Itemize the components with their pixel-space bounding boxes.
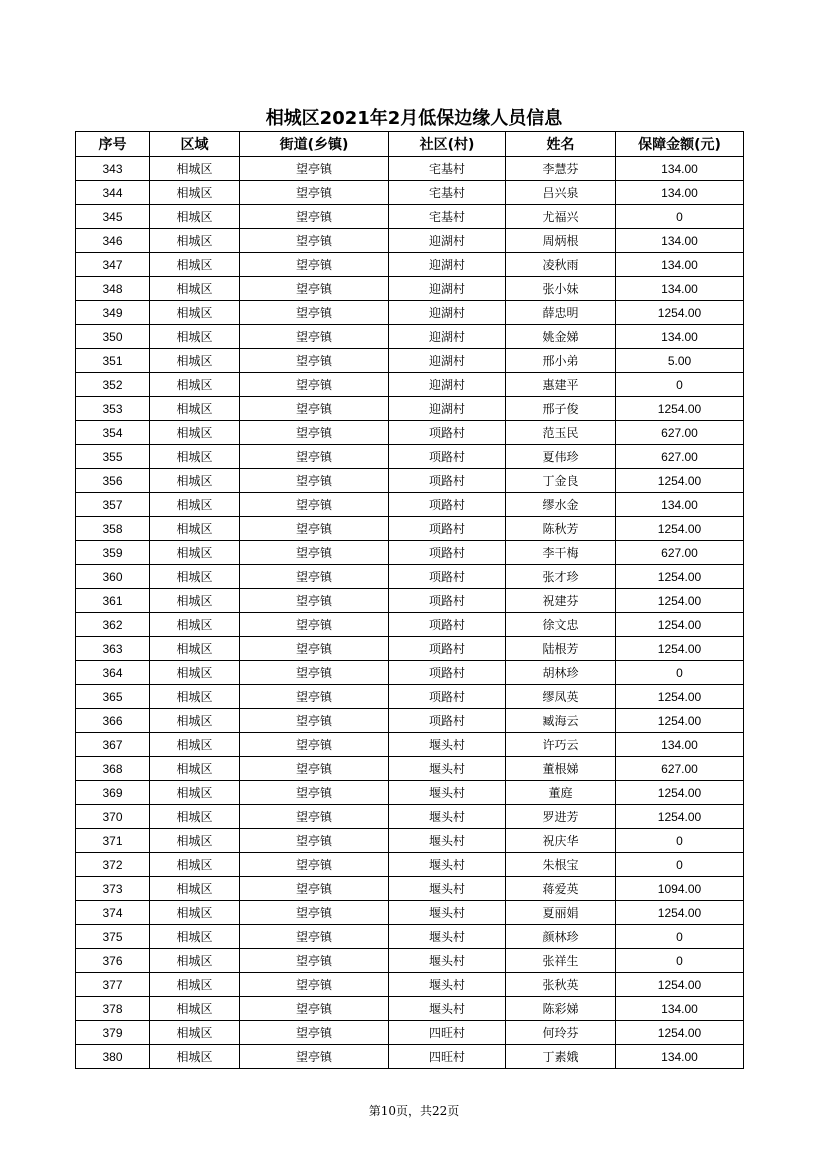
table-row — [76, 949, 744, 973]
cell-amount: 0 — [616, 205, 744, 229]
cell-community: 堰头村 — [389, 829, 506, 853]
cell-street: 望亭镇 — [240, 157, 389, 181]
cell-index: 354 — [76, 421, 150, 445]
table-row — [76, 973, 744, 997]
table-row — [76, 997, 744, 1021]
table-row — [76, 565, 744, 589]
cell-amount: 1254.00 — [616, 637, 744, 661]
cell-name: 丁素娥 — [506, 1045, 616, 1069]
cell-index: 375 — [76, 925, 150, 949]
cell-index: 374 — [76, 901, 150, 925]
cell-index: 348 — [76, 277, 150, 301]
table-row — [76, 637, 744, 661]
cell-community: 堰头村 — [389, 949, 506, 973]
cell-index: 360 — [76, 565, 150, 589]
cell-amount: 1254.00 — [616, 397, 744, 421]
cell-index: 357 — [76, 493, 150, 517]
cell-name: 董根娣 — [506, 757, 616, 781]
cell-district: 相城区 — [150, 877, 240, 901]
cell-amount: 134.00 — [616, 229, 744, 253]
cell-community: 堰头村 — [389, 877, 506, 901]
cell-community: 堰头村 — [389, 733, 506, 757]
cell-community: 堰头村 — [389, 997, 506, 1021]
cell-amount: 134.00 — [616, 733, 744, 757]
cell-index: 369 — [76, 781, 150, 805]
cell-street: 望亭镇 — [240, 205, 389, 229]
cell-index: 372 — [76, 853, 150, 877]
header-index: 序号 — [76, 132, 150, 157]
cell-name: 邢子俊 — [506, 397, 616, 421]
cell-index: 343 — [76, 157, 150, 181]
cell-amount: 627.00 — [616, 421, 744, 445]
cell-district: 相城区 — [150, 925, 240, 949]
cell-name: 陆根芳 — [506, 637, 616, 661]
cell-index: 361 — [76, 589, 150, 613]
table-row — [76, 517, 744, 541]
cell-community: 项路村 — [389, 637, 506, 661]
cell-name: 凌秋雨 — [506, 253, 616, 277]
cell-index: 358 — [76, 517, 150, 541]
cell-street: 望亭镇 — [240, 565, 389, 589]
cell-district: 相城区 — [150, 517, 240, 541]
cell-index: 349 — [76, 301, 150, 325]
cell-district: 相城区 — [150, 973, 240, 997]
cell-street: 望亭镇 — [240, 277, 389, 301]
cell-name: 张才珍 — [506, 565, 616, 589]
cell-street: 望亭镇 — [240, 373, 389, 397]
cell-amount: 1254.00 — [616, 805, 744, 829]
cell-amount: 134.00 — [616, 253, 744, 277]
table-row — [76, 925, 744, 949]
cell-index: 376 — [76, 949, 150, 973]
table-row — [76, 325, 744, 349]
cell-street: 望亭镇 — [240, 397, 389, 421]
table-row — [76, 805, 744, 829]
cell-district: 相城区 — [150, 181, 240, 205]
cell-index: 373 — [76, 877, 150, 901]
cell-street: 望亭镇 — [240, 253, 389, 277]
cell-name: 臧海云 — [506, 709, 616, 733]
cell-amount: 1254.00 — [616, 685, 744, 709]
cell-street: 望亭镇 — [240, 469, 389, 493]
cell-district: 相城区 — [150, 301, 240, 325]
table-row — [76, 397, 744, 421]
cell-district: 相城区 — [150, 349, 240, 373]
cell-name: 董庭 — [506, 781, 616, 805]
cell-district: 相城区 — [150, 565, 240, 589]
cell-community: 迎湖村 — [389, 349, 506, 373]
cell-amount: 0 — [616, 829, 744, 853]
cell-street: 望亭镇 — [240, 517, 389, 541]
cell-name: 吕兴泉 — [506, 181, 616, 205]
cell-street: 望亭镇 — [240, 901, 389, 925]
cell-district: 相城区 — [150, 637, 240, 661]
cell-amount: 1254.00 — [616, 973, 744, 997]
cell-district: 相城区 — [150, 685, 240, 709]
cell-name: 缪凤英 — [506, 685, 616, 709]
cell-name: 薛忠明 — [506, 301, 616, 325]
table-row — [76, 277, 744, 301]
cell-community: 项路村 — [389, 709, 506, 733]
cell-community: 迎湖村 — [389, 301, 506, 325]
table-row — [76, 301, 744, 325]
cell-name: 朱根宝 — [506, 853, 616, 877]
cell-name: 邢小弟 — [506, 349, 616, 373]
cell-district: 相城区 — [150, 805, 240, 829]
cell-name: 李慧芬 — [506, 157, 616, 181]
cell-amount: 1254.00 — [616, 1021, 744, 1045]
cell-district: 相城区 — [150, 781, 240, 805]
cell-amount: 134.00 — [616, 493, 744, 517]
table-row — [76, 469, 744, 493]
cell-amount: 1254.00 — [616, 301, 744, 325]
cell-district: 相城区 — [150, 277, 240, 301]
cell-street: 望亭镇 — [240, 613, 389, 637]
table-row — [76, 541, 744, 565]
cell-name: 祝建芬 — [506, 589, 616, 613]
cell-street: 望亭镇 — [240, 829, 389, 853]
cell-district: 相城区 — [150, 997, 240, 1021]
cell-index: 350 — [76, 325, 150, 349]
cell-index: 379 — [76, 1021, 150, 1045]
cell-amount: 0 — [616, 373, 744, 397]
cell-index: 378 — [76, 997, 150, 1021]
cell-name: 颜林珍 — [506, 925, 616, 949]
cell-street: 望亭镇 — [240, 805, 389, 829]
cell-street: 望亭镇 — [240, 445, 389, 469]
cell-index: 359 — [76, 541, 150, 565]
cell-community: 项路村 — [389, 517, 506, 541]
cell-street: 望亭镇 — [240, 1021, 389, 1045]
cell-index: 371 — [76, 829, 150, 853]
cell-district: 相城区 — [150, 253, 240, 277]
page-footer: 第10页，共22页 — [368, 1104, 460, 1118]
cell-amount: 134.00 — [616, 181, 744, 205]
cell-street: 望亭镇 — [240, 229, 389, 253]
cell-name: 夏丽娟 — [506, 901, 616, 925]
cell-community: 项路村 — [389, 565, 506, 589]
table-row — [76, 1021, 744, 1045]
cell-name: 蒋爱英 — [506, 877, 616, 901]
cell-name: 周炳根 — [506, 229, 616, 253]
cell-amount: 627.00 — [616, 541, 744, 565]
table-row — [76, 613, 744, 637]
cell-community: 堰头村 — [389, 805, 506, 829]
cell-index: 353 — [76, 397, 150, 421]
cell-community: 项路村 — [389, 613, 506, 637]
cell-street: 望亭镇 — [240, 541, 389, 565]
cell-district: 相城区 — [150, 445, 240, 469]
cell-district: 相城区 — [150, 949, 240, 973]
header-community: 社区(村) — [389, 132, 506, 157]
cell-community: 堰头村 — [389, 925, 506, 949]
cell-index: 355 — [76, 445, 150, 469]
table-row — [76, 829, 744, 853]
cell-index: 380 — [76, 1045, 150, 1069]
cell-street: 望亭镇 — [240, 637, 389, 661]
table-row — [76, 253, 744, 277]
cell-amount: 1254.00 — [616, 469, 744, 493]
cell-index: 344 — [76, 181, 150, 205]
cell-district: 相城区 — [150, 157, 240, 181]
cell-district: 相城区 — [150, 421, 240, 445]
cell-district: 相城区 — [150, 709, 240, 733]
cell-name: 祝庆华 — [506, 829, 616, 853]
cell-index: 368 — [76, 757, 150, 781]
cell-amount: 1254.00 — [616, 517, 744, 541]
table-row — [76, 853, 744, 877]
cell-name: 胡林珍 — [506, 661, 616, 685]
cell-index: 366 — [76, 709, 150, 733]
cell-street: 望亭镇 — [240, 733, 389, 757]
cell-community: 项路村 — [389, 469, 506, 493]
cell-name: 张小妹 — [506, 277, 616, 301]
cell-district: 相城区 — [150, 325, 240, 349]
cell-index: 345 — [76, 205, 150, 229]
table-row — [76, 349, 744, 373]
recipient-table — [75, 131, 744, 1069]
cell-district: 相城区 — [150, 373, 240, 397]
table-row — [76, 445, 744, 469]
table-row — [76, 781, 744, 805]
cell-street: 望亭镇 — [240, 853, 389, 877]
cell-community: 堰头村 — [389, 973, 506, 997]
cell-amount: 1254.00 — [616, 565, 744, 589]
cell-community: 堰头村 — [389, 781, 506, 805]
table-row — [76, 589, 744, 613]
cell-street: 望亭镇 — [240, 661, 389, 685]
cell-street: 望亭镇 — [240, 325, 389, 349]
table-row — [76, 709, 744, 733]
cell-index: 363 — [76, 637, 150, 661]
table-row — [76, 661, 744, 685]
cell-name: 陈彩娣 — [506, 997, 616, 1021]
cell-name: 夏伟珍 — [506, 445, 616, 469]
cell-street: 望亭镇 — [240, 493, 389, 517]
cell-amount: 0 — [616, 949, 744, 973]
cell-name: 姚金娣 — [506, 325, 616, 349]
cell-street: 望亭镇 — [240, 421, 389, 445]
cell-community: 迎湖村 — [389, 253, 506, 277]
cell-index: 370 — [76, 805, 150, 829]
cell-name: 惠建平 — [506, 373, 616, 397]
table-row — [76, 757, 744, 781]
table-row — [76, 901, 744, 925]
cell-district: 相城区 — [150, 733, 240, 757]
cell-street: 望亭镇 — [240, 949, 389, 973]
cell-community: 宅基村 — [389, 181, 506, 205]
cell-community: 宅基村 — [389, 205, 506, 229]
cell-community: 项路村 — [389, 445, 506, 469]
cell-community: 四旺村 — [389, 1045, 506, 1069]
table-row — [76, 157, 744, 181]
cell-district: 相城区 — [150, 829, 240, 853]
cell-name: 徐文忠 — [506, 613, 616, 637]
cell-community: 四旺村 — [389, 1021, 506, 1045]
table-row — [76, 181, 744, 205]
cell-index: 351 — [76, 349, 150, 373]
table-row — [76, 205, 744, 229]
header-district: 区域 — [150, 132, 240, 157]
table-row — [76, 877, 744, 901]
cell-index: 367 — [76, 733, 150, 757]
cell-amount: 0 — [616, 661, 744, 685]
cell-amount: 134.00 — [616, 325, 744, 349]
cell-amount: 627.00 — [616, 445, 744, 469]
cell-community: 项路村 — [389, 493, 506, 517]
cell-street: 望亭镇 — [240, 589, 389, 613]
cell-community: 堰头村 — [389, 757, 506, 781]
cell-district: 相城区 — [150, 541, 240, 565]
cell-street: 望亭镇 — [240, 925, 389, 949]
table-row — [76, 493, 744, 517]
header-amount: 保障金额(元) — [616, 132, 744, 157]
cell-street: 望亭镇 — [240, 877, 389, 901]
cell-district: 相城区 — [150, 661, 240, 685]
cell-community: 迎湖村 — [389, 373, 506, 397]
cell-community: 迎湖村 — [389, 397, 506, 421]
cell-amount: 0 — [616, 853, 744, 877]
cell-community: 堰头村 — [389, 853, 506, 877]
cell-name: 范玉民 — [506, 421, 616, 445]
cell-index: 352 — [76, 373, 150, 397]
cell-district: 相城区 — [150, 613, 240, 637]
cell-community: 项路村 — [389, 589, 506, 613]
cell-street: 望亭镇 — [240, 685, 389, 709]
cell-index: 362 — [76, 613, 150, 637]
cell-name: 李干梅 — [506, 541, 616, 565]
cell-district: 相城区 — [150, 1021, 240, 1045]
cell-amount: 134.00 — [616, 277, 744, 301]
table-body — [76, 157, 744, 1069]
cell-district: 相城区 — [150, 229, 240, 253]
cell-district: 相城区 — [150, 589, 240, 613]
cell-community: 迎湖村 — [389, 229, 506, 253]
cell-street: 望亭镇 — [240, 973, 389, 997]
cell-name: 尤福兴 — [506, 205, 616, 229]
cell-amount: 1254.00 — [616, 709, 744, 733]
cell-district: 相城区 — [150, 901, 240, 925]
table-row — [76, 1045, 744, 1069]
table-row — [76, 685, 744, 709]
table-row — [76, 421, 744, 445]
cell-community: 项路村 — [389, 661, 506, 685]
cell-community: 项路村 — [389, 421, 506, 445]
cell-district: 相城区 — [150, 493, 240, 517]
cell-name: 丁金良 — [506, 469, 616, 493]
cell-street: 望亭镇 — [240, 301, 389, 325]
cell-index: 356 — [76, 469, 150, 493]
cell-amount: 1254.00 — [616, 589, 744, 613]
cell-index: 377 — [76, 973, 150, 997]
cell-name: 罗进芳 — [506, 805, 616, 829]
cell-community: 宅基村 — [389, 157, 506, 181]
cell-amount: 1254.00 — [616, 901, 744, 925]
cell-community: 堰头村 — [389, 901, 506, 925]
cell-amount: 134.00 — [616, 1045, 744, 1069]
cell-district: 相城区 — [150, 397, 240, 421]
cell-district: 相城区 — [150, 205, 240, 229]
cell-amount: 134.00 — [616, 997, 744, 1021]
cell-street: 望亭镇 — [240, 997, 389, 1021]
cell-amount: 134.00 — [616, 157, 744, 181]
cell-district: 相城区 — [150, 469, 240, 493]
cell-name: 许巧云 — [506, 733, 616, 757]
cell-amount: 1254.00 — [616, 613, 744, 637]
table-row — [76, 733, 744, 757]
header-name: 姓名 — [506, 132, 616, 157]
cell-street: 望亭镇 — [240, 781, 389, 805]
cell-amount: 0 — [616, 925, 744, 949]
cell-community: 项路村 — [389, 685, 506, 709]
cell-community: 迎湖村 — [389, 325, 506, 349]
cell-amount: 5.00 — [616, 349, 744, 373]
cell-name: 何玲芬 — [506, 1021, 616, 1045]
cell-street: 望亭镇 — [240, 181, 389, 205]
cell-name: 张秋英 — [506, 973, 616, 997]
cell-amount: 1094.00 — [616, 877, 744, 901]
cell-district: 相城区 — [150, 1045, 240, 1069]
cell-street: 望亭镇 — [240, 757, 389, 781]
cell-street: 望亭镇 — [240, 709, 389, 733]
cell-street: 望亭镇 — [240, 349, 389, 373]
header-street: 街道(乡镇) — [240, 132, 389, 157]
cell-index: 347 — [76, 253, 150, 277]
cell-name: 张祥生 — [506, 949, 616, 973]
cell-index: 346 — [76, 229, 150, 253]
cell-name: 陈秋芳 — [506, 517, 616, 541]
table-header-row — [76, 132, 744, 157]
cell-name: 缪水金 — [506, 493, 616, 517]
table-row — [76, 229, 744, 253]
cell-index: 364 — [76, 661, 150, 685]
cell-district: 相城区 — [150, 757, 240, 781]
cell-district: 相城区 — [150, 853, 240, 877]
cell-community: 迎湖村 — [389, 277, 506, 301]
cell-community: 项路村 — [389, 541, 506, 565]
cell-index: 365 — [76, 685, 150, 709]
document-title: 相城区2021年2月低保边缘人员信息 — [265, 108, 563, 129]
cell-amount: 627.00 — [616, 757, 744, 781]
cell-amount: 1254.00 — [616, 781, 744, 805]
cell-street: 望亭镇 — [240, 1045, 389, 1069]
table-row — [76, 373, 744, 397]
